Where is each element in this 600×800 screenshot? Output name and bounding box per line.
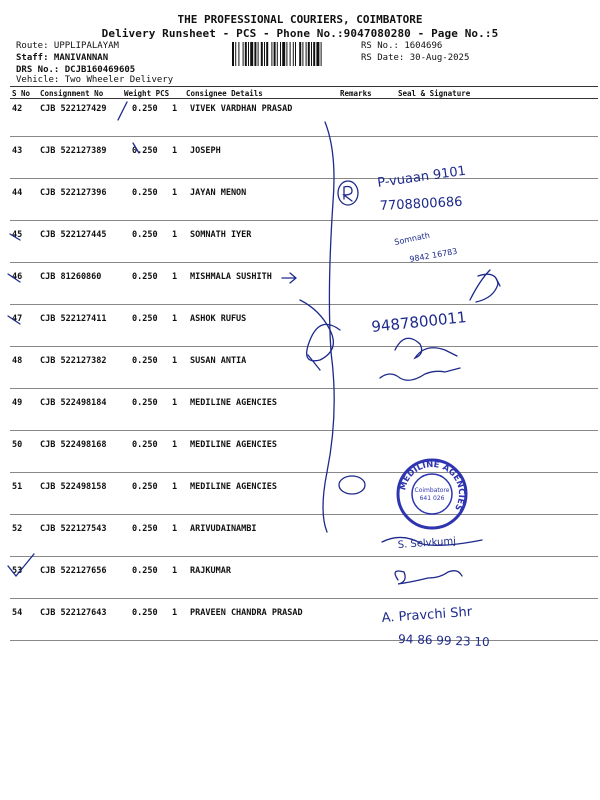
table-row	[0, 98, 600, 140]
table-row	[0, 434, 600, 476]
handwritten-name-44: P-vuaan 9101	[376, 163, 467, 191]
cell-pcs: 1	[172, 272, 178, 282]
cell-consignee: SUSAN ANTIA	[190, 356, 247, 366]
company-title: THE PROFESSIONAL COURIERS, COIMBATORE	[177, 13, 423, 26]
barcode-bar	[293, 42, 294, 66]
cell-sno: 47	[12, 314, 23, 324]
cell-sno: 54	[12, 608, 23, 618]
handwritten-phone-45: 9842 16783	[408, 246, 458, 264]
barcode-bar	[280, 42, 281, 66]
cell-sno: 44	[12, 188, 23, 198]
table-row	[0, 350, 600, 392]
table-row	[0, 560, 600, 602]
table-row	[0, 182, 600, 224]
rs-date: RS Date: 30-Aug-2025	[361, 53, 470, 63]
barcode-bar	[235, 42, 236, 66]
handwritten-phone-44: 7708800686	[379, 194, 463, 214]
row-divider	[10, 472, 598, 473]
cell-weight: 0.250	[132, 398, 158, 408]
cell-consignment: CJB 522127656	[40, 566, 107, 576]
handwritten-phone-54: 94 86 99 23 10	[397, 632, 490, 650]
col-consignee-header: Consignee Details	[186, 89, 263, 98]
row-divider	[10, 598, 598, 599]
cell-sno: 51	[12, 482, 23, 492]
staff-label: Staff: MANIVANNAN	[16, 53, 109, 63]
barcode-bar	[232, 42, 234, 66]
cell-consignee: PRAVEEN CHANDRA PRASAD	[190, 608, 303, 618]
barcode-bar	[250, 42, 253, 66]
table-row	[0, 266, 600, 308]
handwritten-sign-54: A. Pravchi Shr	[381, 604, 473, 626]
table-row	[0, 140, 600, 182]
barcode-bar	[258, 42, 259, 66]
cell-sno: 49	[12, 398, 23, 408]
cell-weight: 0.250	[132, 314, 158, 324]
cell-weight: 0.250	[132, 608, 158, 618]
cell-pcs: 1	[172, 608, 178, 618]
col-remarks-header: Remarks	[340, 89, 372, 98]
row-divider	[10, 220, 598, 221]
handwritten-sign-45: Somnath	[393, 230, 431, 247]
cell-pcs: 1	[172, 440, 178, 450]
route-label: Route: UPPLIPALAYAM	[16, 41, 119, 51]
stamp-city: Coimbatore	[414, 487, 450, 494]
cell-consignment: CJB 522127389	[40, 146, 107, 156]
cell-consignee: MEDILINE AGENCIES	[190, 398, 277, 408]
row-divider	[10, 640, 598, 641]
table-row	[0, 392, 600, 434]
cell-pcs: 1	[172, 104, 178, 114]
row-divider	[10, 304, 598, 305]
cell-sno: 48	[12, 356, 23, 366]
barcode	[232, 42, 356, 66]
barcode-bar	[243, 42, 244, 66]
drs-number: DRS No.: DCJB160469605	[16, 65, 136, 75]
cell-weight: 0.250	[132, 440, 158, 450]
barcode-bar	[277, 42, 278, 66]
barcode-bar	[282, 42, 285, 66]
cell-pcs: 1	[172, 482, 178, 492]
table-row	[0, 602, 600, 644]
cell-consignment: CJB 81260860	[40, 272, 102, 282]
barcode-bar	[313, 42, 315, 66]
col-consignment-header: Consignment No	[40, 89, 104, 98]
cell-pcs: 1	[172, 188, 178, 198]
cell-consignee: ARIVUDAINAMBI	[190, 524, 257, 534]
cell-weight: 0.250	[132, 188, 158, 198]
cell-consignment: CJB 522498168	[40, 440, 107, 450]
barcode-bar	[321, 42, 322, 66]
cell-weight: 0.250	[132, 482, 158, 492]
cell-sno: 42	[12, 104, 23, 114]
row-divider	[10, 136, 598, 137]
cell-consignment: CJB 522127445	[40, 230, 107, 240]
cell-consignee: JOSEPH	[190, 146, 221, 156]
cell-consignee: MISHMALA SUSHITH	[190, 272, 272, 282]
rs-number: RS No.: 1604696	[361, 41, 443, 51]
barcode-bar	[248, 42, 249, 66]
cell-consignment: CJB 522127429	[40, 104, 107, 114]
barcode-bar	[266, 42, 268, 66]
cell-sno: 53	[12, 566, 23, 576]
cell-consignment: CJB 522127396	[40, 188, 107, 198]
cell-weight: 0.250	[132, 230, 158, 240]
col-seal-header: Seal & Signature	[398, 89, 471, 98]
cell-weight: 0.250	[132, 146, 158, 156]
cell-pcs: 1	[172, 146, 178, 156]
row-divider	[10, 388, 598, 389]
row-divider	[10, 346, 598, 347]
cell-consignee: SOMNATH IYER	[190, 230, 252, 240]
cell-pcs: 1	[172, 524, 178, 534]
barcode-bar	[261, 42, 263, 66]
barcode-bar	[295, 42, 296, 66]
row-divider	[10, 262, 598, 263]
cell-sno: 46	[12, 272, 23, 282]
cell-consignment: CJB 522498184	[40, 398, 107, 408]
cell-consignment: CJB 522127643	[40, 608, 107, 618]
cell-weight: 0.250	[132, 524, 158, 534]
cell-consignment: CJB 522127411	[40, 314, 107, 324]
cell-sno: 45	[12, 230, 23, 240]
cell-pcs: 1	[172, 314, 178, 324]
runsheet-subtitle: Delivery Runsheet - PCS - Phone No.:9047080280 - Page No.:5	[101, 27, 499, 40]
cell-consignee: ASHOK RUFUS	[190, 314, 247, 324]
barcode-bar	[302, 42, 303, 66]
col-weight-pcs-header: Weight PCS	[124, 89, 170, 98]
barcode-bar	[308, 42, 310, 66]
table-row	[0, 224, 600, 266]
barcode-bar	[290, 42, 291, 66]
barcode-bar	[316, 42, 319, 66]
row-divider	[10, 514, 598, 515]
cell-consignee: RAJKUMAR	[190, 566, 231, 576]
cell-weight: 0.250	[132, 566, 158, 576]
cell-consignee: JAYAN MENON	[190, 188, 247, 198]
cell-weight: 0.250	[132, 272, 158, 282]
cell-weight: 0.250	[132, 104, 158, 114]
cell-pcs: 1	[172, 566, 178, 576]
cell-consignment: CJB 522127543	[40, 524, 107, 534]
header-top-rule	[10, 86, 598, 87]
cell-consignee: MEDILINE AGENCIES	[190, 482, 277, 492]
barcode-bar	[264, 42, 265, 66]
table-row	[0, 308, 600, 350]
table-row	[0, 518, 600, 560]
cell-consignment: CJB 522127382	[40, 356, 107, 366]
barcode-bar	[299, 42, 301, 66]
barcode-bar	[271, 42, 272, 66]
stamp-name: MEDILINE AGENCIES	[398, 459, 467, 513]
cell-sno: 50	[12, 440, 23, 450]
stamp-pin: 641 026	[419, 495, 445, 502]
barcode-bar	[238, 42, 239, 66]
cell-pcs: 1	[172, 398, 178, 408]
cell-pcs: 1	[172, 230, 178, 240]
barcode-bar	[311, 42, 312, 66]
barcode-bar	[286, 42, 287, 66]
handwritten-phone-47: 9487800011	[370, 308, 468, 336]
barcode-bar	[245, 42, 247, 66]
vehicle-label: Vehicle: Two Wheeler Delivery	[16, 75, 174, 85]
table-row	[0, 476, 600, 518]
row-divider	[10, 430, 598, 431]
row-divider	[10, 556, 598, 557]
cell-sno: 52	[12, 524, 23, 534]
cell-consignee: VIVEK VARDHAN PRASAD	[190, 104, 293, 114]
cell-consignee: MEDILINE AGENCIES	[190, 440, 277, 450]
row-divider	[10, 178, 598, 179]
col-sno-header: S No	[12, 89, 31, 98]
barcode-bar	[254, 42, 256, 66]
barcode-bar	[306, 42, 307, 66]
cell-sno: 43	[12, 146, 23, 156]
handwritten-sign-52: S. Selvkumj	[397, 535, 457, 551]
cell-consignment: CJB 522498158	[40, 482, 107, 492]
cell-weight: 0.250	[132, 356, 158, 366]
barcode-bar	[274, 42, 276, 66]
cell-pcs: 1	[172, 356, 178, 366]
